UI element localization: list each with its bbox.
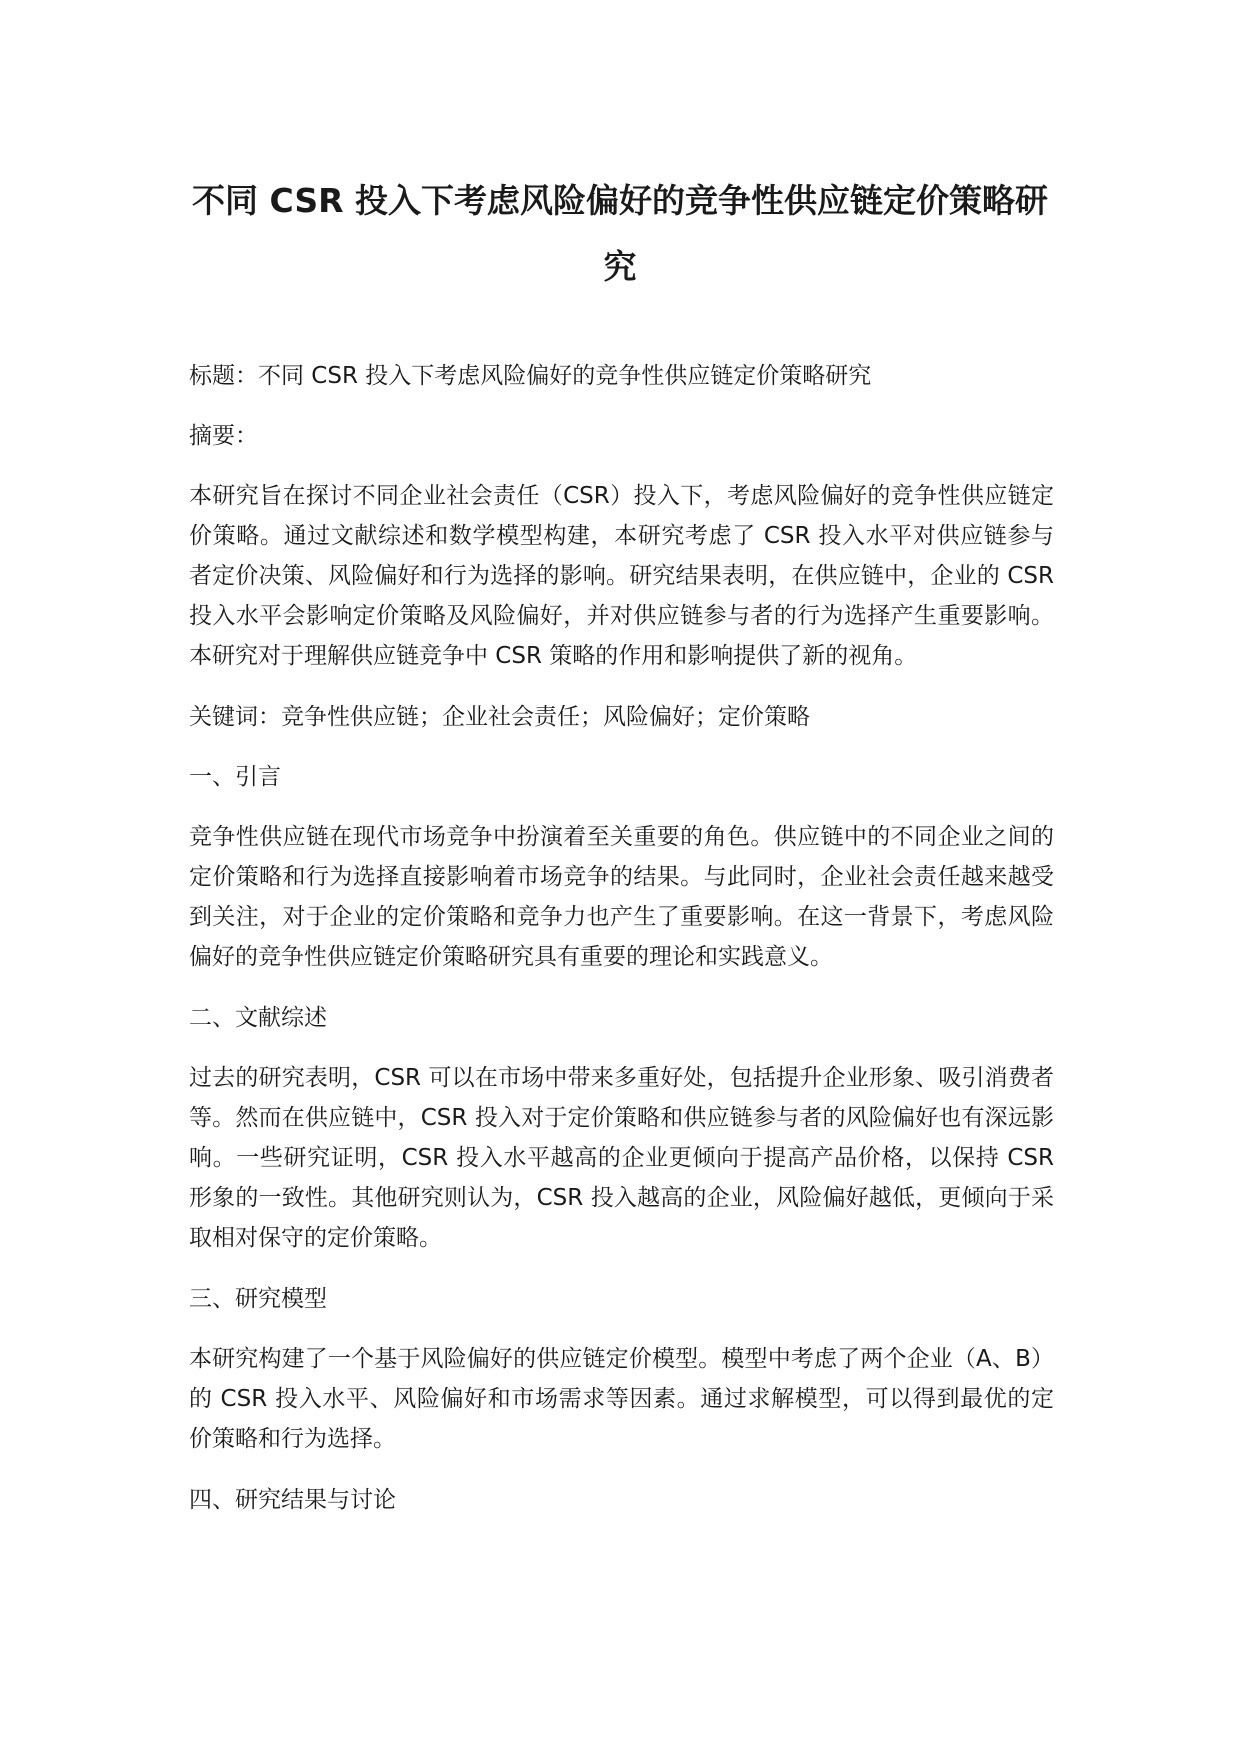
title-line-2: 究 (603, 247, 637, 286)
literature-review-paragraph: 过去的研究表明，CSR 可以在市场中带来多重好处，包括提升企业形象、吸引消费者等。然而在供应链中，CSR 投入对于定价策略和供应链参与者的风险偏好也有深远影响。一些研究证明，CSR 投入水平越高的企业更倾向于提高产品价格，以保持 CSR 形象的一致性。其他研究则认为，CSR 投入越高的企业，风险偏好越低，更倾向于采取相对保守的定价策略。 (189, 1065, 1054, 1251)
introduction-paragraph: 竞争性供应链在现代市场竞争中扮演着至关重要的角色。供应链中的不同企业之间的定价策略和行为选择直接影响着市场竞争的结果。与此同时，企业社会责任越来越受到关注，对于企业的定价策略和竞争力也产生了重要影响。在这一背景下，考虑风险偏好的竞争性供应链定价策略研究具有重要的理论和实践意义。 (189, 824, 1054, 970)
section-heading-introduction: 一、引言 (189, 764, 281, 790)
title-line-1: 不同 CSR 投入下考虑风险偏好的竞争性供应链定价策略研 (192, 181, 1048, 220)
abstract-label: 摘要： (189, 423, 258, 449)
section-heading-literature-review: 二、文献综述 (189, 1005, 327, 1031)
document-title (180, 168, 1060, 300)
abstract-paragraph: 本研究旨在探讨不同企业社会责任（CSR）投入下，考虑风险偏好的竞争性供应链定价策略。通过文献综述和数学模型构建，本研究考虑了 CSR 投入水平对供应链参与者定价决策、风险偏好和行为选择的影响。研究结果表明，在供应链中，企业的 CSR 投入水平会影响定价策略及风险偏好，并对供应链参与者的行为选择产生重要影响。本研究对于理解供应链竞争中 CSR 策略的作用和影响提供了新的视角。 (189, 483, 1054, 669)
document-body (189, 356, 1054, 1540)
section-heading-results-discussion: 四、研究结果与讨论 (189, 1487, 396, 1513)
keywords-line: 关键词：竞争性供应链；企业社会责任；风险偏好；定价策略 (189, 704, 810, 730)
section-heading-research-model: 三、研究模型 (189, 1286, 327, 1312)
title-label-line: 标题：不同 CSR 投入下考虑风险偏好的竞争性供应链定价策略研究 (189, 363, 872, 389)
research-model-paragraph: 本研究构建了一个基于风险偏好的供应链定价模型。模型中考虑了两个企业（A、B）的 CSR 投入水平、风险偏好和市场需求等因素。通过求解模型，可以得到最优的定价策略和行为选择。 (189, 1346, 1054, 1452)
